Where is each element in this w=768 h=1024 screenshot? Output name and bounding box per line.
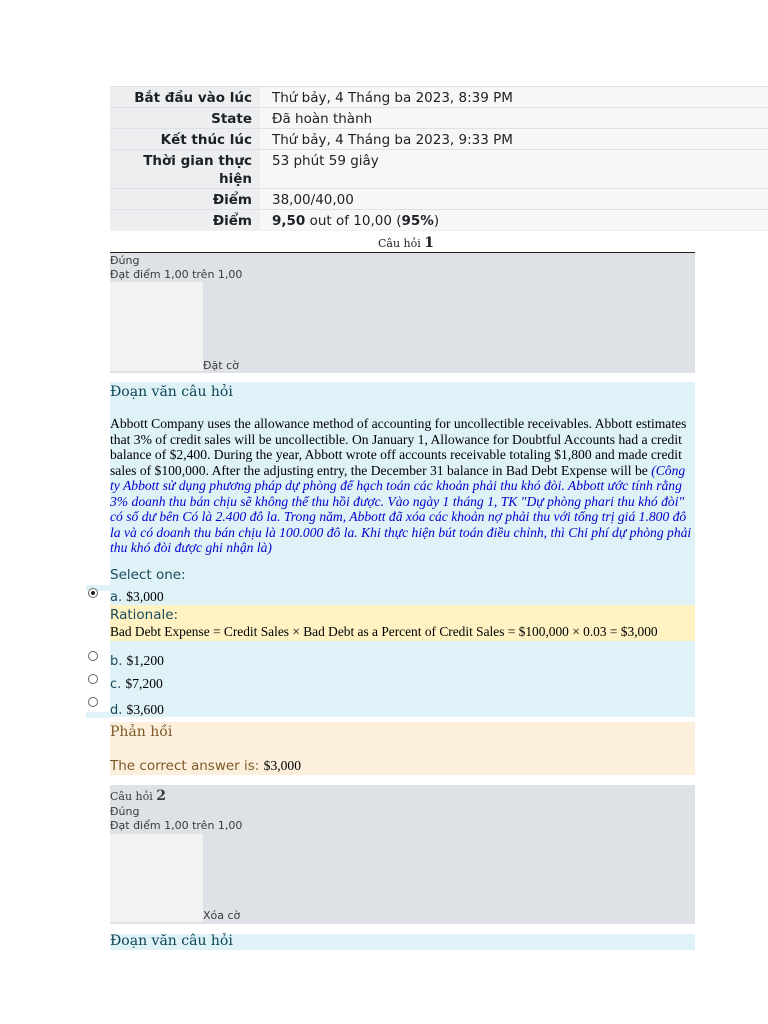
- question-number-value: 2: [156, 788, 167, 804]
- summary-value: 38,00/40,00: [260, 189, 768, 209]
- option-value: $3,600: [126, 702, 164, 717]
- flag-question-link[interactable]: Xóa cờ: [203, 909, 241, 922]
- rationale-heading: Rationale:: [110, 607, 179, 623]
- question-number-value: 1: [424, 235, 435, 251]
- question-info: [110, 253, 695, 373]
- question-text: [110, 416, 695, 556]
- question-state: Đúng: [110, 805, 140, 818]
- question-state: Đúng: [110, 254, 140, 267]
- select-one-prompt: Select one:: [110, 567, 186, 583]
- summary-label: Kết thúc lúc: [110, 129, 260, 149]
- summary-label: Điểm: [110, 189, 260, 209]
- radio-gutter: [86, 712, 110, 718]
- summary-value: 53 phút 59 giây: [260, 150, 768, 188]
- question-label: Câu hỏi: [378, 237, 425, 250]
- grade-middle: out of 10,00 (: [305, 213, 402, 229]
- flag-area: [110, 282, 203, 371]
- summary-value: Thứ bảy, 4 Tháng ba 2023, 9:33 PM: [260, 129, 768, 149]
- summary-row-started: [110, 86, 768, 107]
- question-info: [110, 785, 695, 924]
- question-text-heading: Đoạn văn câu hỏi: [110, 933, 233, 949]
- rationale-box: [110, 605, 695, 641]
- question-number: [378, 235, 434, 251]
- question-text-english: Abbott Company uses the allowance method of accounting for uncollectible receivables. Abbott estimates that 3% of credit sales will be uncollectible. On January 1, Allowance for Doubtful Accounts had a credit balance of $2,400. During the year, Abbott wrote off accounts receivable totaling $1,800 and made credit sales of $100,000. After the adjusting entry, the December 31 balance in Bad Debt Expense will be: [110, 416, 687, 478]
- summary-value: [260, 210, 768, 230]
- option-b-radio[interactable]: [88, 651, 98, 661]
- question-label: Câu hỏi: [110, 790, 157, 803]
- correct-answer-label: The correct answer is:: [110, 758, 264, 774]
- option-c-radio[interactable]: [88, 674, 98, 684]
- summary-label: Bắt đầu vào lúc: [110, 87, 260, 107]
- summary-row-completed: [110, 128, 768, 149]
- option-a-radio[interactable]: [88, 588, 98, 598]
- grade-end: ): [433, 213, 440, 229]
- question-text-vietnamese: (Công ty Abbott sử dụng phương pháp dự phòng để hạch toán các khoản phải thu khó đòi. Abbott ước tính rằng 3% doanh thu bán chịu sẽ không thể thu hồi được. Vào ngày 1 tháng 1, TK "Dự phòng phari thu khó đòi" có số dư bên Có là 2.400 đô la. Trong năm, Abbott đã xóa các khoản nợ phải thu với tổng trị giá 1.800 đô la và có doanh thu bán chịu là 100.000 đô la. Khi thực hiện bút toán điều chỉnh, thì Chi phí dự phòng phải thu khó đòi được ghi nhận là): [110, 462, 692, 555]
- option-b[interactable]: [110, 653, 164, 669]
- summary-value: Đã hoàn thành: [260, 108, 768, 128]
- rationale-text: Bad Debt Expense = Credit Sales × Bad Debt as a Percent of Credit Sales = $100,000 × 0.03 = $3,000: [110, 624, 658, 639]
- option-value: $7,200: [125, 676, 163, 691]
- option-value: $1,200: [126, 653, 164, 668]
- question-number: [110, 789, 166, 804]
- option-value: $3,000: [126, 589, 164, 604]
- option-a[interactable]: [110, 589, 164, 605]
- option-c[interactable]: [110, 676, 163, 692]
- flag-area: [110, 834, 203, 922]
- option-letter: c.: [110, 677, 126, 692]
- question-grade: Đạt điểm 1,00 trên 1,00: [110, 819, 243, 832]
- option-letter: a.: [110, 590, 127, 605]
- question-text-heading: Đoạn văn câu hỏi: [110, 384, 233, 400]
- flag-question-link[interactable]: Đặt cờ: [203, 359, 239, 372]
- feedback-box: [110, 722, 695, 775]
- summary-value: Thứ bảy, 4 Tháng ba 2023, 8:39 PM: [260, 87, 768, 107]
- question-grade: Đạt điểm 1,00 trên 1,00: [110, 268, 243, 281]
- grade-percent: 95%: [401, 213, 434, 229]
- summary-row-grade: [110, 209, 768, 231]
- grade-score: 9,50: [272, 213, 306, 229]
- summary-label: Điểm: [110, 210, 260, 230]
- question-content: [110, 382, 695, 717]
- option-letter: b.: [110, 654, 127, 669]
- option-letter: d.: [110, 703, 127, 718]
- summary-label: State: [110, 108, 260, 128]
- option-d-radio[interactable]: [88, 697, 98, 707]
- summary-row-duration: [110, 149, 768, 188]
- correct-answer: [110, 758, 301, 774]
- correct-answer-value: $3,000: [263, 758, 302, 773]
- summary-label: Thời gian thực hiện: [110, 150, 260, 188]
- attempt-summary-table: [110, 86, 768, 231]
- question-content: [110, 934, 695, 950]
- feedback-heading: Phản hồi: [110, 724, 173, 740]
- option-d[interactable]: [110, 702, 164, 718]
- summary-row-state: [110, 107, 768, 128]
- summary-row-marks: [110, 188, 768, 209]
